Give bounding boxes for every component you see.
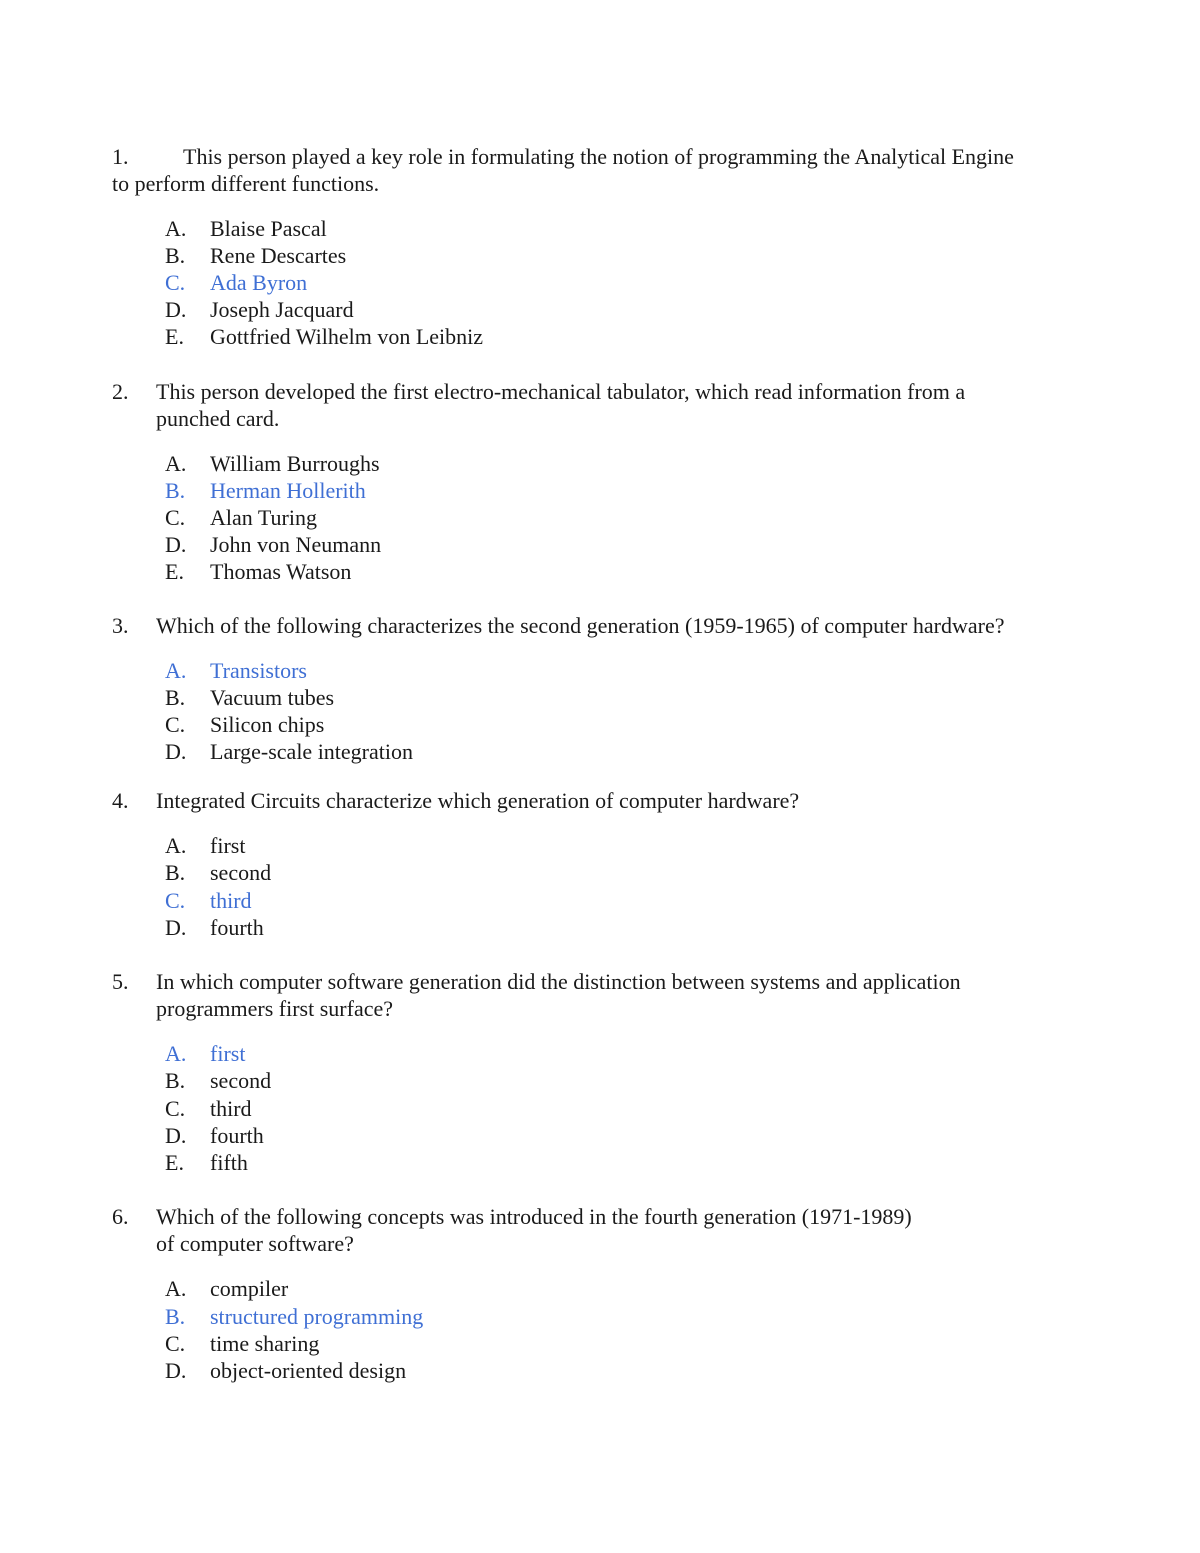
- option-text: fourth: [210, 915, 264, 940]
- question-text: This person played a key role in formulating the notion of programming the Analytical Engine: [183, 144, 1014, 169]
- option-text: Alan Turing: [210, 505, 317, 530]
- option-text-correct: Ada Byron: [210, 270, 308, 295]
- option-letter-correct: C.: [165, 270, 186, 295]
- option-text-correct: first: [210, 1041, 246, 1066]
- question-text: This person developed the first electro-mechanical tabulator, which read information from a: [156, 379, 966, 404]
- option-letter-correct: A.: [165, 658, 187, 683]
- option-letter-correct: B.: [165, 1304, 186, 1329]
- option-text: fifth: [210, 1150, 248, 1175]
- option-text: compiler: [210, 1276, 289, 1301]
- option-text: John von Neumann: [210, 532, 382, 557]
- option-text: Silicon chips: [210, 712, 325, 737]
- option-letter-correct: B.: [165, 478, 186, 503]
- option-letter: E.: [165, 1150, 184, 1175]
- option-letter-correct: C.: [165, 888, 186, 913]
- option-text: Thomas Watson: [210, 559, 352, 584]
- option-text: Joseph Jacquard: [210, 297, 354, 322]
- option-letter: B.: [165, 1068, 186, 1093]
- option-text-correct: Transistors: [210, 658, 307, 683]
- question-text: Integrated Circuits characterize which generation of computer hardware?: [156, 788, 800, 813]
- question-text: of computer software?: [156, 1231, 354, 1256]
- option-text: first: [210, 833, 246, 858]
- option-letter: D.: [165, 1358, 187, 1383]
- option-letter: D.: [165, 915, 187, 940]
- question-number: 3.: [112, 613, 129, 638]
- option-letter: E.: [165, 324, 184, 349]
- option-text: second: [210, 860, 272, 885]
- option-letter: C.: [165, 1096, 186, 1121]
- option-text-correct: third: [210, 888, 252, 913]
- option-letter: D.: [165, 739, 187, 764]
- option-text-correct: Herman Hollerith: [210, 478, 366, 503]
- question-number: 2.: [112, 379, 129, 404]
- option-letter: C.: [165, 1331, 186, 1356]
- option-letter: D.: [165, 1123, 187, 1148]
- option-text: Rene Descartes: [210, 243, 347, 268]
- option-text-correct: structured programming: [210, 1304, 424, 1329]
- option-text: Vacuum tubes: [210, 685, 335, 710]
- question-number: 1.: [112, 144, 129, 169]
- question-text: programmers first surface?: [156, 996, 394, 1021]
- option-letter: D.: [165, 297, 187, 322]
- option-text: fourth: [210, 1123, 264, 1148]
- option-letter: B.: [165, 860, 186, 885]
- question-number: 4.: [112, 788, 129, 813]
- option-text: Blaise Pascal: [210, 216, 327, 241]
- option-text: Gottfried Wilhelm von Leibniz: [210, 324, 484, 349]
- option-letter: B.: [165, 243, 186, 268]
- option-letter: A.: [165, 1276, 187, 1301]
- option-letter: B.: [165, 685, 186, 710]
- question-text: to perform different functions.: [112, 171, 380, 196]
- option-letter: A.: [165, 216, 187, 241]
- option-letter: A.: [165, 451, 187, 476]
- option-text: object-oriented design: [210, 1358, 407, 1383]
- question-number: 6.: [112, 1204, 129, 1229]
- option-letter: E.: [165, 559, 184, 584]
- option-letter: C.: [165, 712, 186, 737]
- option-letter-correct: A.: [165, 1041, 187, 1066]
- question-text: Which of the following characterizes the second generation (1959-1965) of computer hardware?: [156, 613, 1005, 638]
- question-text: Which of the following concepts was introduced in the fourth generation (1971-1989): [156, 1204, 912, 1229]
- option-text: third: [210, 1096, 252, 1121]
- option-text: time sharing: [210, 1331, 320, 1356]
- option-text: second: [210, 1068, 272, 1093]
- question-number: 5.: [112, 969, 129, 994]
- option-letter: A.: [165, 833, 187, 858]
- question-text: In which computer software generation did the distinction between systems and application: [156, 969, 961, 994]
- option-text: Large-scale integration: [210, 739, 413, 764]
- option-text: William Burroughs: [210, 451, 380, 476]
- option-letter: C.: [165, 505, 186, 530]
- option-letter: D.: [165, 532, 187, 557]
- question-text: punched card.: [156, 406, 280, 431]
